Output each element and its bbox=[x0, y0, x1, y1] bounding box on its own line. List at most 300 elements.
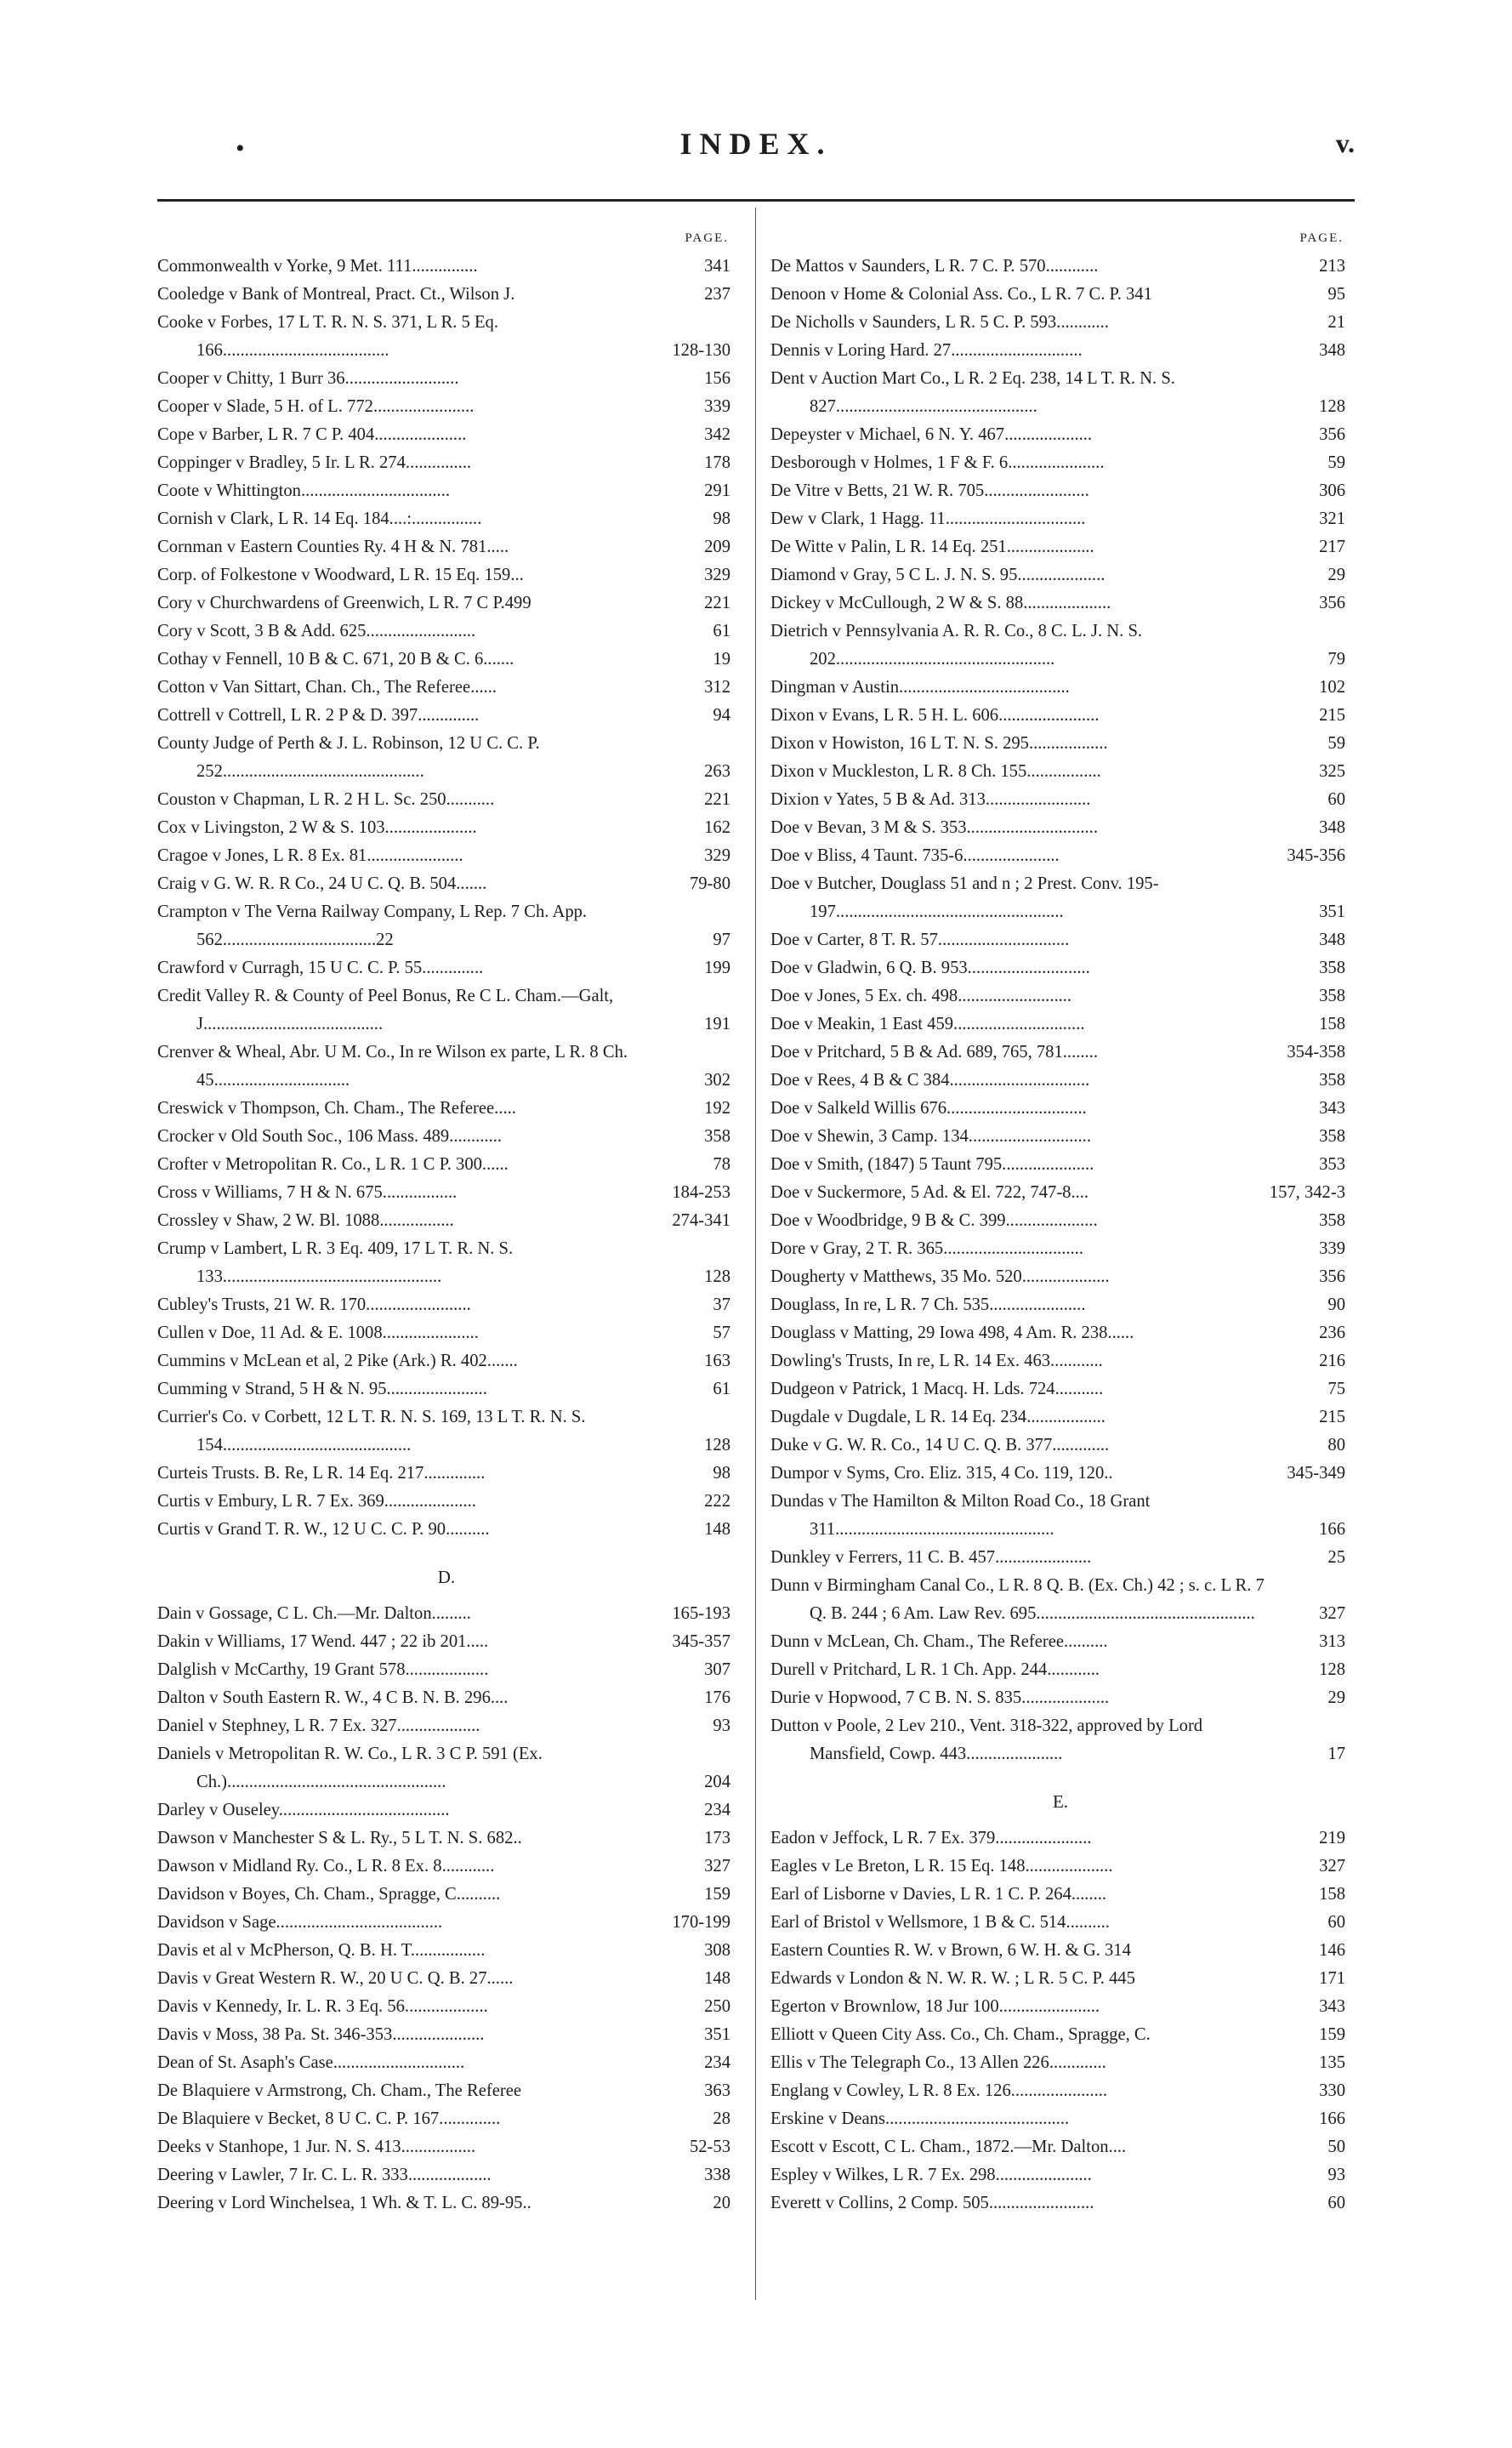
index-entry bbox=[770, 561, 1350, 589]
entry-page-ref: 325 bbox=[1319, 762, 1345, 781]
entry-citation: Dennis v Loring Hard. 27.............................. bbox=[770, 341, 1083, 360]
entry-page-ref: 128-130 bbox=[672, 341, 730, 360]
index-entry bbox=[157, 730, 736, 786]
entry-page-ref: 234 bbox=[704, 1801, 730, 1819]
index-entry bbox=[770, 1319, 1350, 1347]
entry-citation: Doe v Shewin, 3 Camp. 134............................ bbox=[770, 1127, 1091, 1146]
entry-page-ref: 173 bbox=[704, 1829, 730, 1847]
page-column-label: PAGE. bbox=[685, 231, 729, 245]
entry-page-ref: 345-349 bbox=[1287, 1464, 1345, 1483]
entry-page-ref: 345-357 bbox=[672, 1632, 730, 1651]
entry-citation: Durie v Hopwood, 7 C B. N. S. 835.................... bbox=[770, 1688, 1110, 1707]
entry-citation: Crawford v Curragh, 15 U C. C. P. 55.............. bbox=[157, 959, 484, 977]
entry-page-ref: 204 bbox=[704, 1773, 730, 1791]
entry-page-ref: 209 bbox=[704, 538, 730, 556]
entry-page-ref: 237 bbox=[704, 285, 730, 304]
entry-page-ref: 37 bbox=[713, 1295, 730, 1314]
index-entry bbox=[157, 1684, 736, 1712]
index-entry bbox=[157, 1151, 736, 1179]
index-entry bbox=[770, 281, 1350, 309]
right-column bbox=[770, 225, 1350, 2217]
entry-page-ref: 94 bbox=[713, 706, 730, 725]
index-entry bbox=[157, 365, 736, 393]
entry-citation: Dunkley v Ferrers, 11 C. B. 457...................... bbox=[770, 1548, 1092, 1567]
entry-citation: Eagles v Le Breton, L R. 15 Eq. 148.................... bbox=[770, 1857, 1113, 1876]
entry-page-ref: 19 bbox=[713, 650, 730, 669]
index-entry bbox=[157, 786, 736, 814]
index-entry bbox=[157, 1235, 736, 1291]
entry-page-ref: 157, 342-3 bbox=[1269, 1183, 1345, 1202]
entry-citation: De Witte v Palin, L R. 14 Eq. 251.................... bbox=[770, 538, 1094, 556]
entry-page-ref: 95 bbox=[1327, 285, 1345, 304]
entry-citation: Cooper v Slade, 5 H. of L. 772....................... bbox=[157, 397, 475, 416]
entry-citation: Cross v Williams, 7 H & N. 675................. bbox=[157, 1183, 458, 1202]
entry-page-ref: 348 bbox=[1319, 818, 1345, 837]
index-entry bbox=[770, 2105, 1350, 2133]
index-entry bbox=[770, 1179, 1350, 1207]
entry-page-ref: 339 bbox=[1319, 1239, 1345, 1258]
entry-page-ref: 158 bbox=[1319, 1885, 1345, 1904]
entry-page-ref: 221 bbox=[704, 594, 730, 612]
entry-citation: Cory v Scott, 3 B & Add. 625......................... bbox=[157, 622, 476, 640]
index-entry bbox=[770, 730, 1350, 758]
entry-citation: Englang v Cowley, L R. 8 Ex. 126...................... bbox=[770, 2081, 1108, 2100]
entry-citation: De Mattos v Saunders, L R. 7 C. P. 570............ bbox=[770, 257, 1099, 276]
entry-page-ref: 163 bbox=[704, 1352, 730, 1370]
entry-page-ref: 61 bbox=[713, 1380, 730, 1398]
entry-citation: Cumming v Strand, 5 H & N. 95....................... bbox=[157, 1380, 487, 1398]
index-entry bbox=[770, 2133, 1350, 2161]
entry-citation: Doe v Pritchard, 5 B & Ad. 689, 765, 781........ bbox=[770, 1043, 1098, 1062]
entry-page-ref: 263 bbox=[704, 762, 730, 781]
index-entry bbox=[157, 253, 736, 281]
entry-citation: Cummins v McLean et al, 2 Pike (Ark.) R. 402....... bbox=[157, 1352, 518, 1370]
index-entry bbox=[770, 1011, 1350, 1039]
entry-page-ref: 52-53 bbox=[689, 2138, 730, 2156]
entry-page-ref: 216 bbox=[1319, 1352, 1345, 1370]
entry-citation: County Judge of Perth & J. L. Robinson, 12 U C. C. P. 252.............................................. bbox=[157, 734, 540, 781]
entry-page-ref: 343 bbox=[1319, 1099, 1345, 1118]
index-entry bbox=[157, 674, 736, 702]
index-entry bbox=[770, 674, 1350, 702]
entry-citation: Davis et al v McPherson, Q. B. H. T................. bbox=[157, 1941, 486, 1960]
entry-citation: Cotton v Van Sittart, Chan. Ch., The Referee...... bbox=[157, 678, 497, 697]
entry-citation: Cooke v Forbes, 17 L T. R. N. S. 371, L R. 5 Eq. 166...................................... bbox=[157, 313, 499, 360]
entry-page-ref: 274-341 bbox=[672, 1211, 730, 1230]
entry-page-ref: 215 bbox=[1319, 1408, 1345, 1426]
index-entry bbox=[157, 1516, 736, 1544]
running-header bbox=[157, 126, 1355, 177]
index-list bbox=[770, 253, 1350, 1768]
entry-page-ref: 93 bbox=[713, 1716, 730, 1735]
entry-citation: Dutton v Poole, 2 Lev 210., Vent. 318-322, approved by Lord Mansfield, Cowp. 443...................... bbox=[770, 1716, 1203, 1763]
entry-page-ref: 178 bbox=[704, 453, 730, 472]
entry-page-ref: 308 bbox=[704, 1941, 730, 1960]
entry-page-ref: 358 bbox=[1319, 1211, 1345, 1230]
entry-page-ref: 356 bbox=[1319, 1267, 1345, 1286]
entry-page-ref: 356 bbox=[1319, 594, 1345, 612]
entry-citation: Dudgeon v Patrick, 1 Macq. H. Lds. 724........... bbox=[770, 1380, 1104, 1398]
entry-page-ref: 78 bbox=[713, 1155, 730, 1174]
entry-page-ref: 50 bbox=[1327, 2138, 1345, 2156]
entry-page-ref: 329 bbox=[704, 566, 730, 584]
entry-citation: Dixon v Evans, L R. 5 H. L. 606....................... bbox=[770, 706, 1100, 725]
entry-page-ref: 170-199 bbox=[672, 1913, 730, 1932]
entry-citation: Desborough v Holmes, 1 F & F. 6...................... bbox=[770, 453, 1105, 472]
entry-citation: De Nicholls v Saunders, L R. 5 C. P. 593............ bbox=[770, 313, 1109, 332]
index-entry bbox=[157, 1909, 736, 1937]
entry-page-ref: 356 bbox=[1319, 425, 1345, 444]
entry-citation: Crump v Lambert, L R. 3 Eq. 409, 17 L T. R. N. S. 133.................................................. bbox=[157, 1239, 514, 1286]
entry-citation: Dawson v Midland Ry. Co., L R. 8 Ex. 8............ bbox=[157, 1857, 495, 1876]
index-entry bbox=[157, 1375, 736, 1403]
index-entry bbox=[770, 2161, 1350, 2189]
entry-citation: Cory v Churchwardens of Greenwich, L R. 7 C P.499 bbox=[157, 594, 531, 612]
entry-citation: Dore v Gray, 2 T. R. 365................................ bbox=[770, 1239, 1083, 1258]
index-entry bbox=[157, 1796, 736, 1825]
index-entry bbox=[770, 1347, 1350, 1375]
entry-page-ref: 90 bbox=[1327, 1295, 1345, 1314]
entry-page-ref: 59 bbox=[1327, 453, 1345, 472]
index-entry bbox=[157, 954, 736, 982]
index-entry bbox=[157, 1319, 736, 1347]
column-divider bbox=[755, 208, 756, 2300]
entry-citation: Eadon v Jeffock, L R. 7 Ex. 379...................... bbox=[770, 1829, 1092, 1847]
entry-page-ref: 158 bbox=[1319, 1015, 1345, 1033]
index-entry bbox=[770, 2189, 1350, 2217]
entry-page-ref: 358 bbox=[1319, 1127, 1345, 1146]
entry-citation: Depeyster v Michael, 6 N. Y. 467.................... bbox=[770, 425, 1093, 444]
entry-citation: Deering v Lord Winchelsea, 1 Wh. & T. L. C. 89-95.. bbox=[157, 2194, 531, 2212]
entry-citation: Dugdale v Dugdale, L R. 14 Eq. 234.................. bbox=[770, 1408, 1106, 1426]
entry-page-ref: 345-356 bbox=[1287, 846, 1345, 865]
section-heading-e: E. bbox=[1052, 1791, 1069, 1812]
entry-citation: Dunn v McLean, Ch. Cham., The Referee.......... bbox=[770, 1632, 1108, 1651]
entry-page-ref: 29 bbox=[1327, 566, 1345, 584]
entry-citation: Doe v Bevan, 3 M & S. 353.............................. bbox=[770, 818, 1098, 837]
entry-citation: Doe v Bliss, 4 Taunt. 735-6...................... bbox=[770, 846, 1060, 865]
entry-page-ref: 148 bbox=[704, 1520, 730, 1539]
index-entry bbox=[770, 1572, 1350, 1628]
entry-page-ref: 28 bbox=[713, 2109, 730, 2128]
entry-citation: Eastern Counties R. W. v Brown, 6 W. H. & G. 314 bbox=[770, 1941, 1131, 1960]
index-entry bbox=[770, 1403, 1350, 1432]
index-entry bbox=[770, 814, 1350, 842]
entry-page-ref: 351 bbox=[1319, 902, 1345, 921]
entry-page-ref: 166 bbox=[1319, 2109, 1345, 2128]
entry-citation: Earl of Lisborne v Davies, L R. 1 C. P. 264........ bbox=[770, 1885, 1107, 1904]
entry-page-ref: 146 bbox=[1319, 1941, 1345, 1960]
entry-citation: Doe v Smith, (1847) 5 Taunt 795..................... bbox=[770, 1155, 1094, 1174]
entry-page-ref: 184-253 bbox=[672, 1183, 730, 1202]
page-title: INDEX. bbox=[679, 127, 833, 161]
index-entry bbox=[770, 1909, 1350, 1937]
index-entry bbox=[770, 2021, 1350, 2049]
entry-page-ref: 128 bbox=[704, 1267, 730, 1286]
entry-page-ref: 222 bbox=[704, 1492, 730, 1511]
entry-citation: Dew v Clark, 1 Hagg. 11................................ bbox=[770, 510, 1086, 528]
entry-citation: Corp. of Folkestone v Woodward, L R. 15 Eq. 159... bbox=[157, 566, 524, 584]
entry-page-ref: 20 bbox=[713, 2194, 730, 2212]
entry-citation: Dougherty v Matthews, 35 Mo. 520.................... bbox=[770, 1267, 1110, 1286]
entry-page-ref: 321 bbox=[1319, 510, 1345, 528]
entry-page-ref: 353 bbox=[1319, 1155, 1345, 1174]
entry-page-ref: 343 bbox=[1319, 1997, 1345, 2016]
entry-citation: Couston v Chapman, L R. 2 H L. Sc. 250........... bbox=[157, 790, 495, 809]
index-entry bbox=[157, 589, 736, 618]
index-entry bbox=[770, 449, 1350, 477]
index-entry bbox=[157, 561, 736, 589]
entry-citation: Davis v Kennedy, Ir. L. R. 3 Eq. 56................... bbox=[157, 1997, 488, 2016]
entry-page-ref: 57 bbox=[713, 1324, 730, 1342]
index-entry bbox=[157, 1712, 736, 1740]
index-entry bbox=[157, 1095, 736, 1123]
entry-page-ref: 312 bbox=[704, 678, 730, 697]
entry-citation: Doe v Jones, 5 Ex. ch. 498.......................... bbox=[770, 987, 1072, 1005]
index-entry bbox=[157, 1881, 736, 1909]
index-entry bbox=[157, 898, 736, 954]
entry-page-ref: 327 bbox=[704, 1857, 730, 1876]
entry-citation: Creswick v Thompson, Ch. Cham., The Referee..... bbox=[157, 1099, 516, 1118]
entry-citation: Doe v Meakin, 1 East 459.............................. bbox=[770, 1015, 1085, 1033]
index-entry bbox=[770, 954, 1350, 982]
index-entry bbox=[157, 421, 736, 449]
entry-citation: Darley v Ouseley....................................... bbox=[157, 1801, 450, 1819]
entry-page-ref: 363 bbox=[704, 2081, 730, 2100]
index-list bbox=[157, 253, 736, 1544]
entry-citation: Earl of Bristol v Wellsmore, 1 B & C. 514.......... bbox=[770, 1913, 1110, 1932]
index-entry bbox=[157, 1123, 736, 1151]
index-entry bbox=[770, 618, 1350, 674]
entry-citation: Doe v Rees, 4 B & C 384................................ bbox=[770, 1071, 1090, 1090]
entry-citation: Cothay v Fennell, 10 B & C. 671, 20 B & C. 6....... bbox=[157, 650, 514, 669]
entry-citation: Cooledge v Bank of Montreal, Pract. Ct., Wilson J. bbox=[157, 285, 515, 304]
entry-page-ref: 338 bbox=[704, 2166, 730, 2184]
entry-citation: Cottrell v Cottrell, L R. 2 P & D. 397.............. bbox=[157, 706, 480, 725]
entry-citation: Currier's Co. v Corbett, 12 L T. R. N. S. 169, 13 L T. R. N. S. 154........................................... bbox=[157, 1408, 586, 1455]
index-entry bbox=[770, 2077, 1350, 2105]
entry-citation: Doe v Gladwin, 6 Q. B. 953............................ bbox=[770, 959, 1090, 977]
index-entry bbox=[157, 870, 736, 898]
entry-page-ref: 75 bbox=[1327, 1380, 1345, 1398]
index-entry bbox=[157, 2049, 736, 2077]
entry-citation: Egerton v Brownlow, 18 Jur 100....................... bbox=[770, 1997, 1100, 2016]
entry-citation: Elliott v Queen City Ass. Co., Ch. Cham., Spragge, C. bbox=[770, 2025, 1151, 2044]
entry-page-ref: 79-80 bbox=[689, 874, 730, 893]
section-heading-d: D. bbox=[437, 1567, 456, 1587]
index-entry bbox=[157, 2133, 736, 2161]
entry-citation: Espley v Wilkes, L R. 7 Ex. 298...................... bbox=[770, 2166, 1092, 2184]
entry-citation: Davidson v Boyes, Ch. Cham., Spragge, C.......... bbox=[157, 1885, 501, 1904]
entry-citation: Dain v Gossage, C L. Ch.—Mr. Dalton......... bbox=[157, 1604, 471, 1623]
entry-citation: Davis v Moss, 38 Pa. St. 346-353..................... bbox=[157, 2025, 485, 2044]
entry-page-ref: 358 bbox=[1319, 959, 1345, 977]
entry-citation: Dawson v Manchester S & L. Ry., 5 L T. N. S. 682.. bbox=[157, 1829, 522, 1847]
entry-citation: Curtis v Grand T. R. W., 12 U C. C. P. 90.......... bbox=[157, 1520, 490, 1539]
entry-citation: De Vitre v Betts, 21 W. R. 705........................ bbox=[770, 481, 1089, 500]
index-entry bbox=[770, 1853, 1350, 1881]
entry-citation: Davis v Great Western R. W., 20 U C. Q. B. 27...... bbox=[157, 1969, 514, 1988]
index-entry bbox=[770, 1825, 1350, 1853]
index-entry bbox=[770, 1291, 1350, 1319]
entry-citation: Dumpor v Syms, Cro. Eliz. 315, 4 Co. 119, 120.. bbox=[770, 1464, 1113, 1483]
index-list bbox=[770, 1825, 1350, 2217]
entry-page-ref: 358 bbox=[1319, 1071, 1345, 1090]
index-entry bbox=[770, 1067, 1350, 1095]
entry-page-ref: 192 bbox=[704, 1099, 730, 1118]
entry-citation: Escott v Escott, C L. Cham., 1872.—Mr. Dalton.... bbox=[770, 2138, 1127, 2156]
entry-citation: Curtis v Embury, L R. 7 Ex. 369..................... bbox=[157, 1492, 476, 1511]
entry-page-ref: 348 bbox=[1319, 341, 1345, 360]
entry-page-ref: 219 bbox=[1319, 1829, 1345, 1847]
entry-page-ref: 60 bbox=[1327, 790, 1345, 809]
index-entry bbox=[157, 702, 736, 730]
entry-page-ref: 351 bbox=[704, 2025, 730, 2044]
entry-citation: Ellis v The Telegraph Co., 13 Allen 226............. bbox=[770, 2053, 1106, 2072]
entry-page-ref: 25 bbox=[1327, 1548, 1345, 1567]
entry-page-ref: 98 bbox=[713, 510, 730, 528]
entry-citation: Dietrich v Pennsylvania A. R. R. Co., 8 C. L. J. N. S. 202.................................................. bbox=[770, 622, 1143, 669]
entry-citation: Cullen v Doe, 11 Ad. & E. 1008...................... bbox=[157, 1324, 479, 1342]
entry-page-ref: 327 bbox=[1319, 1604, 1345, 1623]
index-entry bbox=[770, 786, 1350, 814]
index-entry bbox=[770, 982, 1350, 1011]
index-entry bbox=[157, 1039, 736, 1095]
left-column bbox=[157, 225, 736, 2217]
index-entry bbox=[157, 2189, 736, 2217]
index-entry bbox=[770, 1123, 1350, 1151]
page-number: v. bbox=[1335, 128, 1355, 158]
entry-page-ref: 165-193 bbox=[672, 1604, 730, 1623]
entry-citation: Davidson v Sage...................................... bbox=[157, 1913, 443, 1932]
index-entry bbox=[770, 421, 1350, 449]
entry-page-ref: 330 bbox=[1319, 2081, 1345, 2100]
entry-page-ref: 79 bbox=[1327, 650, 1345, 669]
index-entry bbox=[770, 1544, 1350, 1572]
index-entry bbox=[157, 281, 736, 309]
index-entry bbox=[157, 2161, 736, 2189]
entry-page-ref: 162 bbox=[704, 818, 730, 837]
entry-citation: De Blaquiere v Becket, 8 U C. C. P. 167.............. bbox=[157, 2109, 501, 2128]
entry-page-ref: 191 bbox=[704, 1015, 730, 1033]
entry-page-ref: 291 bbox=[704, 481, 730, 500]
entry-citation: Doe v Woodbridge, 9 B & C. 399..................... bbox=[770, 1211, 1098, 1230]
index-entry bbox=[770, 1488, 1350, 1544]
index-entry bbox=[770, 758, 1350, 786]
index-entry bbox=[770, 533, 1350, 561]
index-entry bbox=[157, 1291, 736, 1319]
entry-page-ref: 342 bbox=[704, 425, 730, 444]
entry-citation: Dakin v Williams, 17 Wend. 447 ; 22 ib 201..... bbox=[157, 1632, 489, 1651]
entry-citation: Deering v Lawler, 7 Ir. C. L. R. 333................... bbox=[157, 2166, 492, 2184]
entry-citation: Douglass, In re, L R. 7 Ch. 535...................... bbox=[770, 1295, 1086, 1314]
entry-citation: Cubley's Trusts, 21 W. R. 170........................ bbox=[157, 1295, 471, 1314]
entry-page-ref: 128 bbox=[1319, 397, 1345, 416]
entry-page-ref: 21 bbox=[1327, 313, 1345, 332]
entry-citation: Dundas v The Hamilton & Milton Road Co., 18 Grant 311.................................................. bbox=[770, 1492, 1151, 1539]
index-entry bbox=[770, 870, 1350, 926]
index-entry bbox=[770, 589, 1350, 618]
index-entry bbox=[770, 477, 1350, 505]
entry-page-ref: 128 bbox=[704, 1436, 730, 1455]
index-entry bbox=[770, 1263, 1350, 1291]
index-entry bbox=[157, 1965, 736, 1993]
entry-page-ref: 166 bbox=[1319, 1520, 1345, 1539]
entry-page-ref: 341 bbox=[704, 257, 730, 276]
entry-citation: Cox v Livingston, 2 W & S. 103..................... bbox=[157, 818, 477, 837]
index-entry bbox=[770, 1628, 1350, 1656]
entry-page-ref: 199 bbox=[704, 959, 730, 977]
index-entry bbox=[157, 1993, 736, 2021]
entry-page-ref: 354-358 bbox=[1287, 1043, 1345, 1062]
entry-page-ref: 217 bbox=[1319, 538, 1345, 556]
index-entry bbox=[157, 1600, 736, 1628]
index-entry bbox=[770, 1712, 1350, 1768]
entry-citation: Doe v Suckermore, 5 Ad. & El. 722, 747-8.... bbox=[770, 1183, 1089, 1202]
entry-page-ref: 60 bbox=[1327, 2194, 1345, 2212]
entry-citation: Dixon v Muckleston, L R. 8 Ch. 155................. bbox=[770, 762, 1101, 781]
entry-page-ref: 358 bbox=[1319, 987, 1345, 1005]
entry-page-ref: 348 bbox=[1319, 931, 1345, 949]
entry-citation: Crampton v The Verna Railway Company, L Rep. 7 Ch. App. 562...................................22 bbox=[157, 902, 588, 949]
entry-citation: Dalton v South Eastern R. W., 4 C B. N. B. 296.... bbox=[157, 1688, 509, 1707]
header-dot: • bbox=[236, 134, 245, 162]
entry-page-ref: 302 bbox=[704, 1071, 730, 1090]
entry-page-ref: 97 bbox=[713, 931, 730, 949]
index-entry bbox=[770, 1965, 1350, 1993]
entry-page-ref: 313 bbox=[1319, 1632, 1345, 1651]
entry-page-ref: 327 bbox=[1319, 1857, 1345, 1876]
entry-citation: Dunn v Birmingham Canal Co., L R. 8 Q. B. (Ex. Ch.) 42 ; s. c. L R. 7 Q. B. 244 ; 6 Am. Law Rev. 695.................................................. bbox=[770, 1576, 1265, 1623]
index-entry bbox=[157, 1937, 736, 1965]
entry-page-ref: 234 bbox=[704, 2053, 730, 2072]
entry-citation: Dixon v Howiston, 16 L T. N. S. 295.................. bbox=[770, 734, 1108, 753]
index-entry bbox=[770, 1235, 1350, 1263]
index-entry bbox=[157, 982, 736, 1039]
index-entry bbox=[770, 1039, 1350, 1067]
index-entry bbox=[157, 1853, 736, 1881]
entry-citation: Diamond v Gray, 5 C L. J. N. S. 95.................... bbox=[770, 566, 1106, 584]
index-entry bbox=[157, 2021, 736, 2049]
entry-citation: Deeks v Stanhope, 1 Jur. N. S. 413................. bbox=[157, 2138, 476, 2156]
index-entry bbox=[770, 1095, 1350, 1123]
entry-citation: Erskine v Deans.......................................... bbox=[770, 2109, 1070, 2128]
index-entry bbox=[157, 477, 736, 505]
entry-page-ref: 213 bbox=[1319, 257, 1345, 276]
index-entry bbox=[157, 2077, 736, 2105]
index-entry bbox=[157, 1628, 736, 1656]
index-entry bbox=[770, 309, 1350, 337]
entry-citation: Credit Valley R. & County of Peel Bonus, Re C L. Cham.—Galt, J......................................... bbox=[157, 987, 614, 1033]
index-entry bbox=[770, 1993, 1350, 2021]
index-entry bbox=[770, 365, 1350, 421]
entry-citation: Durell v Pritchard, L R. 1 Ch. App. 244............ bbox=[770, 1660, 1100, 1679]
index-entry bbox=[157, 618, 736, 646]
index-entry bbox=[157, 1347, 736, 1375]
entry-citation: Doe v Butcher, Douglass 51 and n ; 2 Prest. Conv. 195-197.................................................... bbox=[770, 874, 1159, 921]
index-entry bbox=[157, 2105, 736, 2133]
entry-page-ref: 29 bbox=[1327, 1688, 1345, 1707]
index-entry bbox=[157, 449, 736, 477]
index-entry bbox=[770, 2049, 1350, 2077]
index-entry bbox=[770, 926, 1350, 954]
entry-citation: Cragoe v Jones, L R. 8 Ex. 81...................... bbox=[157, 846, 463, 865]
entry-citation: Douglass v Matting, 29 Iowa 498, 4 Am. R. 238...... bbox=[770, 1324, 1134, 1342]
index-entry bbox=[157, 1740, 736, 1796]
index-entry bbox=[157, 505, 736, 533]
index-entry bbox=[157, 646, 736, 674]
index-entry bbox=[770, 1432, 1350, 1460]
